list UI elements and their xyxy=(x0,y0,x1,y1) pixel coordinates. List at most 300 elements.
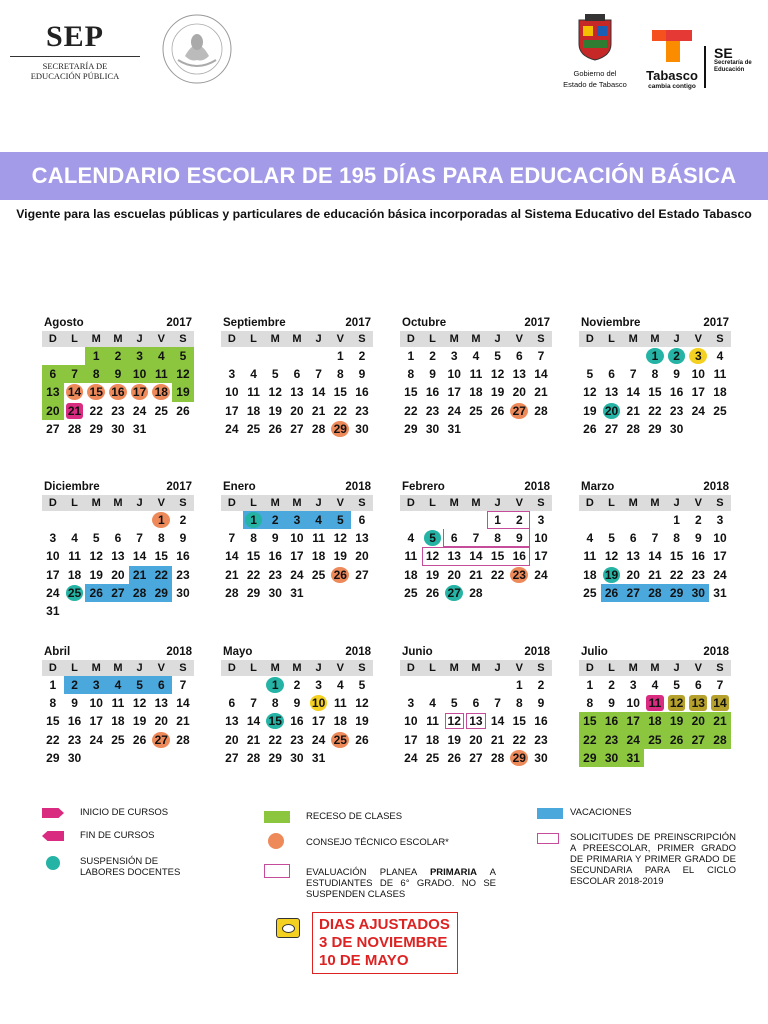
day-cell xyxy=(530,712,552,730)
day-number: 28 xyxy=(225,585,239,600)
day-cell xyxy=(666,547,688,565)
day-cell xyxy=(351,420,373,438)
month-name: Julio xyxy=(581,646,608,658)
day-number: 13 xyxy=(154,696,168,711)
day-number: 3 xyxy=(315,678,322,692)
day-number: 14 xyxy=(648,549,662,564)
day-grid xyxy=(42,676,194,767)
day-cell xyxy=(709,529,731,547)
week-row xyxy=(221,566,373,584)
day-cell xyxy=(601,420,623,438)
weekday-label: J xyxy=(315,497,322,509)
day-number: 16 xyxy=(290,714,304,729)
day-number: 21 xyxy=(176,714,190,729)
day-cell xyxy=(666,694,688,712)
day-number: 19 xyxy=(268,403,282,418)
day-number: 11 xyxy=(333,696,347,711)
day-number: 6 xyxy=(608,367,615,382)
day-number: 26 xyxy=(447,750,461,765)
weekday-label: J xyxy=(136,497,143,509)
day-cell xyxy=(601,383,623,401)
day-number: 16 xyxy=(691,549,705,564)
day-number: 8 xyxy=(515,696,523,711)
month-header xyxy=(221,480,373,495)
day-number: 29 xyxy=(648,421,662,436)
day-number: 5 xyxy=(450,696,458,711)
day-cell xyxy=(465,383,487,401)
day-number: 23 xyxy=(669,403,684,418)
day-cell xyxy=(666,584,688,602)
day-cell xyxy=(601,584,623,602)
weekday-label: M xyxy=(628,662,638,674)
day-number: 19 xyxy=(447,732,461,747)
empty-cell xyxy=(465,676,487,694)
day-cell xyxy=(107,676,129,694)
weekday-label: M xyxy=(628,497,638,509)
tabasco-logo xyxy=(642,30,702,91)
day-number: 31 xyxy=(626,750,640,765)
day-number: 5 xyxy=(271,367,279,382)
day-number: 11 xyxy=(111,696,125,711)
day-number: 9 xyxy=(673,367,680,382)
day-number: 13 xyxy=(290,385,304,400)
day-cell xyxy=(644,676,666,694)
day-number: 13 xyxy=(604,385,619,400)
day-number: 9 xyxy=(179,531,187,546)
day-cell xyxy=(42,383,64,401)
day-cell xyxy=(221,547,243,565)
day-cell xyxy=(400,402,422,420)
day-number: 19 xyxy=(333,549,347,564)
day-cell xyxy=(508,365,530,383)
day-cell xyxy=(172,511,194,529)
day-cell xyxy=(64,529,86,547)
weekday-label: S xyxy=(358,662,366,674)
legend-evaluacion-bold: PRIMARIA xyxy=(429,867,477,878)
day-number: 7 xyxy=(472,531,480,546)
empty-cell xyxy=(622,511,644,529)
day-number: 24 xyxy=(290,567,304,582)
day-number: 13 xyxy=(626,549,640,564)
day-number: 2 xyxy=(673,349,680,363)
day-number: 20 xyxy=(469,732,483,747)
weekday-label: M xyxy=(650,333,660,345)
day-number: 15 xyxy=(490,549,505,564)
day-number: 10 xyxy=(225,385,239,400)
day-cell xyxy=(601,402,623,420)
day-cell xyxy=(243,584,265,602)
day-number: 3 xyxy=(629,678,637,692)
day-cell xyxy=(308,712,330,730)
month-name: Noviembre xyxy=(581,317,641,329)
day-cell xyxy=(308,402,330,420)
day-number: 25 xyxy=(333,732,347,747)
day-number: 14 xyxy=(67,385,82,400)
day-number: 28 xyxy=(490,750,505,765)
week-row xyxy=(42,347,194,365)
day-cell xyxy=(129,402,151,420)
empty-cell xyxy=(465,511,487,529)
week-row xyxy=(579,566,731,584)
day-number: 17 xyxy=(132,385,147,400)
day-number: 25 xyxy=(67,585,82,600)
weekday-label: J xyxy=(136,333,143,345)
day-cell xyxy=(487,749,509,767)
day-number: 24 xyxy=(534,567,548,582)
day-number: 27 xyxy=(290,421,304,436)
consejo-swatch-icon xyxy=(268,833,284,849)
day-number: 25 xyxy=(154,403,168,418)
day-cell xyxy=(351,402,373,420)
week-row xyxy=(42,712,194,730)
weekday-label: M xyxy=(91,497,101,509)
week-row xyxy=(400,347,552,365)
day-cell xyxy=(264,712,286,730)
day-number: 9 xyxy=(271,531,279,546)
day-number: 19 xyxy=(425,567,440,582)
day-number: 4 xyxy=(586,531,594,546)
weekday-label: V xyxy=(515,497,523,509)
month-enero xyxy=(221,480,373,602)
day-cell xyxy=(709,347,731,365)
day-number: 18 xyxy=(425,732,440,747)
day-cell xyxy=(64,584,86,602)
receso-swatch-icon xyxy=(264,811,290,823)
day-number: 25 xyxy=(583,585,597,600)
day-cell xyxy=(308,749,330,767)
day-number: 17 xyxy=(404,732,418,747)
day-number: 30 xyxy=(669,421,684,436)
day-number: 16 xyxy=(355,385,369,400)
day-cell xyxy=(129,584,151,602)
week-row xyxy=(400,402,552,420)
legend-inicio: INICIO DE CURSOS xyxy=(80,807,169,818)
day-number: 18 xyxy=(583,567,597,582)
day-cell xyxy=(329,402,351,420)
day-cell xyxy=(286,584,308,602)
weekday-label: D xyxy=(406,497,415,509)
day-number: 29 xyxy=(268,750,282,765)
month-junio xyxy=(400,645,552,767)
day-number: 8 xyxy=(336,367,344,382)
day-number: 8 xyxy=(651,367,659,382)
day-cell xyxy=(579,529,601,547)
day-number: 15 xyxy=(512,714,526,729)
day-cell xyxy=(601,547,623,565)
day-cell xyxy=(709,547,731,565)
day-number: 1 xyxy=(49,678,57,692)
day-number: 28 xyxy=(311,421,326,436)
week-row xyxy=(221,547,373,565)
day-cell xyxy=(286,383,308,401)
day-number: 19 xyxy=(176,385,190,400)
day-number: 20 xyxy=(691,714,705,729)
day-cell xyxy=(622,566,644,584)
day-number: 6 xyxy=(157,678,165,692)
empty-cell xyxy=(687,420,709,438)
day-number: 18 xyxy=(469,385,483,400)
day-cell xyxy=(243,547,265,565)
day-cell xyxy=(422,383,444,401)
week-row xyxy=(221,731,373,749)
day-number: 18 xyxy=(713,385,727,400)
day-cell xyxy=(709,566,731,584)
day-number: 2 xyxy=(429,349,436,363)
day-number: 20 xyxy=(225,732,239,747)
day-cell xyxy=(85,547,107,565)
day-number: 10 xyxy=(404,714,418,729)
day-number: 25 xyxy=(713,403,727,418)
day-cell xyxy=(622,712,644,730)
day-cell xyxy=(644,383,666,401)
day-cell xyxy=(709,511,731,529)
day-number: 4 xyxy=(651,678,659,692)
weekday-label: M xyxy=(91,662,101,674)
day-cell xyxy=(42,584,64,602)
day-cell xyxy=(64,712,86,730)
day-number: 21 xyxy=(713,714,727,729)
week-row xyxy=(42,365,194,383)
day-cell xyxy=(329,694,351,712)
day-number: 8 xyxy=(673,531,680,546)
week-row xyxy=(42,547,194,565)
day-cell xyxy=(264,694,286,712)
day-cell xyxy=(508,347,530,365)
day-number: 3 xyxy=(228,367,236,382)
day-number: 9 xyxy=(537,696,545,711)
month-header xyxy=(221,316,373,331)
day-number: 10 xyxy=(290,531,304,546)
day-cell xyxy=(85,731,107,749)
legend-receso: RECESO DE CLASES xyxy=(306,811,403,822)
day-cell xyxy=(644,365,666,383)
day-cell xyxy=(308,731,330,749)
month-name: Febrero xyxy=(402,481,445,493)
day-number: 16 xyxy=(604,714,619,729)
weekday-header xyxy=(400,660,552,676)
day-number: 31 xyxy=(46,603,60,618)
day-number: 23 xyxy=(355,403,369,418)
day-number: 27 xyxy=(111,585,125,600)
day-cell xyxy=(221,365,243,383)
day-number: 24 xyxy=(626,732,640,747)
day-number: 1 xyxy=(336,349,344,363)
day-number: 21 xyxy=(132,567,147,582)
day-number: 5 xyxy=(92,531,100,546)
day-number: 7 xyxy=(71,367,78,382)
week-row xyxy=(400,383,552,401)
day-cell xyxy=(64,694,86,712)
weekday-label: M xyxy=(449,662,459,674)
week-row xyxy=(42,383,194,401)
day-cell xyxy=(107,584,129,602)
day-number: 15 xyxy=(89,385,103,400)
day-number: 29 xyxy=(89,421,103,436)
day-cell xyxy=(579,712,601,730)
day-cell xyxy=(172,712,194,730)
day-cell xyxy=(308,383,330,401)
day-cell xyxy=(286,566,308,584)
day-number: 27 xyxy=(46,421,60,436)
day-number: 23 xyxy=(176,567,190,582)
day-cell xyxy=(107,712,129,730)
day-number: 7 xyxy=(179,678,187,692)
weekday-label: S xyxy=(716,662,724,674)
day-number: 18 xyxy=(67,567,82,582)
weekday-header xyxy=(221,660,373,676)
day-number: 27 xyxy=(604,421,619,436)
day-number: 23 xyxy=(604,732,619,747)
day-number: 11 xyxy=(648,696,662,711)
weekday-label: J xyxy=(494,333,501,345)
weekday-label: L xyxy=(429,497,436,509)
sep-logo xyxy=(10,22,140,81)
day-number: 28 xyxy=(246,750,261,765)
sep-sub-2: EDUCACIÓN PÚBLICA xyxy=(30,71,120,81)
day-cell xyxy=(687,547,709,565)
day-number: 4 xyxy=(250,367,257,382)
day-number: 12 xyxy=(490,367,505,382)
day-number: 14 xyxy=(534,367,548,382)
day-cell xyxy=(264,383,286,401)
day-cell xyxy=(221,566,243,584)
day-cell xyxy=(286,529,308,547)
day-cell xyxy=(579,676,601,694)
day-number: 12 xyxy=(669,696,684,711)
day-number: 11 xyxy=(312,531,325,546)
day-number: 28 xyxy=(626,421,640,436)
day-cell xyxy=(329,383,351,401)
day-number: 12 xyxy=(604,549,619,564)
day-cell xyxy=(622,547,644,565)
day-cell xyxy=(622,365,644,383)
day-number: 12 xyxy=(333,531,347,546)
se-sub-1: Secretaría de xyxy=(714,60,752,66)
day-cell xyxy=(351,712,373,730)
day-number: 25 xyxy=(469,403,483,418)
legend-fin: FIN DE CURSOS xyxy=(80,830,155,841)
day-number: 9 xyxy=(515,531,523,546)
day-cell xyxy=(85,365,107,383)
day-number: 22 xyxy=(89,403,103,418)
day-cell xyxy=(172,347,194,365)
day-cell xyxy=(64,383,86,401)
empty-cell xyxy=(422,676,444,694)
day-number: 5 xyxy=(429,531,436,546)
legend-suspension: SUSPENSIÓN DE LABORES DOCENTES xyxy=(80,856,181,878)
day-number: 2 xyxy=(537,678,545,692)
day-cell xyxy=(579,749,601,767)
day-number: 4 xyxy=(472,349,480,363)
day-cell xyxy=(172,402,194,420)
day-number: 3 xyxy=(537,513,545,527)
day-cell xyxy=(150,402,172,420)
day-cell xyxy=(42,694,64,712)
day-number: 9 xyxy=(71,696,78,711)
day-cell xyxy=(150,347,172,365)
day-number: 16 xyxy=(425,385,440,400)
day-cell xyxy=(42,602,64,620)
day-number: 14 xyxy=(713,696,727,711)
day-number: 24 xyxy=(46,585,60,600)
weekday-label: S xyxy=(716,333,724,345)
day-cell xyxy=(42,529,64,547)
day-cell xyxy=(579,365,601,383)
day-cell xyxy=(465,749,487,767)
speech-note-icon xyxy=(276,918,300,938)
tabasco-t-icon xyxy=(652,30,692,62)
day-cell xyxy=(129,365,151,383)
day-cell xyxy=(601,731,623,749)
day-cell xyxy=(221,383,243,401)
day-number: 16 xyxy=(176,549,190,564)
day-number: 21 xyxy=(67,403,82,418)
weekday-label: D xyxy=(227,333,236,345)
day-number: 17 xyxy=(447,385,461,400)
day-number: 28 xyxy=(132,585,147,600)
day-number: 23 xyxy=(425,403,440,418)
day-cell xyxy=(530,365,552,383)
week-row xyxy=(221,511,373,529)
day-cell xyxy=(622,694,644,712)
empty-cell xyxy=(221,347,243,365)
day-number: 6 xyxy=(515,349,523,363)
empty-cell xyxy=(243,676,265,694)
day-cell xyxy=(666,566,688,584)
day-number: 6 xyxy=(694,678,702,692)
day-cell xyxy=(42,731,64,749)
weekday-label: D xyxy=(585,333,594,345)
day-cell xyxy=(308,566,330,584)
day-cell xyxy=(286,712,308,730)
legend-evaluacion-post: A ESTUDIANTES DE 6° GRADO. NO SE SUSPENDEN CLASES xyxy=(306,867,496,900)
day-cell xyxy=(709,584,731,602)
day-cell xyxy=(443,694,465,712)
day-grid xyxy=(579,347,731,438)
month-header xyxy=(579,480,731,495)
day-cell xyxy=(644,566,666,584)
day-cell xyxy=(709,731,731,749)
day-number: 17 xyxy=(225,403,239,418)
day-cell xyxy=(443,566,465,584)
day-cell xyxy=(400,694,422,712)
day-cell xyxy=(622,584,644,602)
day-number: 20 xyxy=(46,403,60,418)
day-cell xyxy=(400,749,422,767)
day-number: 28 xyxy=(648,585,662,600)
day-cell xyxy=(443,383,465,401)
day-number: 7 xyxy=(250,696,257,711)
day-number: 18 xyxy=(404,567,418,582)
week-row xyxy=(42,529,194,547)
day-grid xyxy=(221,347,373,438)
day-number: 29 xyxy=(333,421,347,436)
day-number: 17 xyxy=(713,549,727,564)
week-row xyxy=(579,529,731,547)
day-number: 4 xyxy=(114,678,122,692)
empty-cell xyxy=(329,584,351,602)
day-cell xyxy=(150,676,172,694)
month-year: 2017 xyxy=(166,481,192,493)
week-row xyxy=(221,347,373,365)
day-cell xyxy=(107,402,129,420)
day-number: 4 xyxy=(157,349,165,363)
day-number: 27 xyxy=(154,732,168,747)
day-number: 1 xyxy=(157,513,165,527)
empty-cell xyxy=(286,347,308,365)
day-number: 1 xyxy=(407,349,415,363)
day-cell xyxy=(422,420,444,438)
